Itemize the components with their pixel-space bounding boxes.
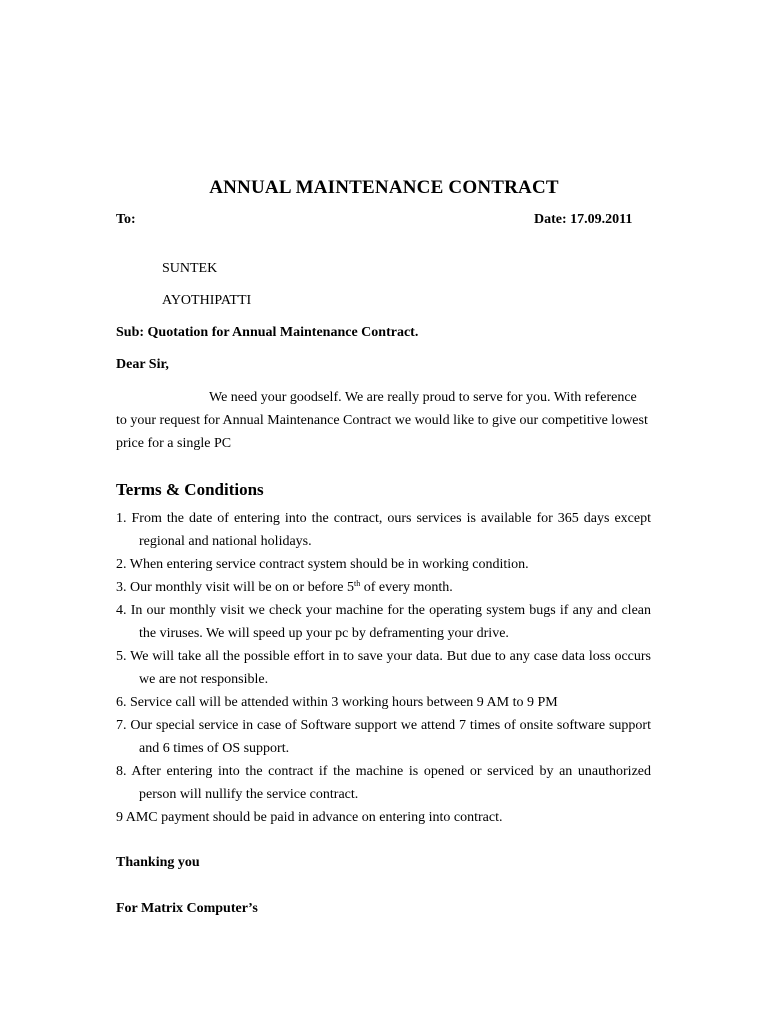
term-text: 3. Our monthly visit will be on or before 5 <box>116 580 354 595</box>
document-title: ANNUAL MAINTENANCE CONTRACT <box>209 177 559 198</box>
terms-heading: Terms & Conditions <box>116 480 264 499</box>
term-item: 6. Service call will be attended within 3 working hours between 9 AM to 9 PM <box>116 695 558 710</box>
salutation: Dear Sir, <box>116 357 169 372</box>
term-item: 7. Our special service in case of Software support we attend 7 times of onsite software support and 6 times of OS support. <box>116 718 651 756</box>
address-line: SUNTEK <box>162 261 218 276</box>
terms-list <box>116 507 651 829</box>
address-line: AYOTHIPATTI <box>162 293 252 308</box>
term-item: 5. We will take all the possible effort in to save your data. But due to any case data loss occurs we are not responsible. <box>116 649 651 687</box>
intro-paragraph <box>116 386 651 455</box>
term-text: of every month. <box>360 580 453 595</box>
closing: Thanking you <box>116 855 200 870</box>
ordinal-suffix: th <box>353 579 361 588</box>
intro-text: We need your goodself. We are really proud to serve for you. With reference to your request for Annual Maintenance Contract we would like to give our competitive lowest price for a single PC <box>116 390 648 451</box>
subject-line: Sub: Quotation for Annual Maintenance Contract. <box>116 325 419 340</box>
term-item: 1. From the date of entering into the contract, ours services is available for 365 days except regional and national holidays. <box>116 511 651 549</box>
term-item: 9 AMC payment should be paid in advance on entering into contract. <box>116 810 503 825</box>
term-item <box>116 576 651 599</box>
term-item: 8. After entering into the contract if the machine is opened or serviced by an unauthorized person will nullify the service contract. <box>116 764 651 802</box>
signature: For Matrix Computer’s <box>116 901 258 916</box>
date-label: Date: 17.09.2011 <box>534 212 633 227</box>
term-item: 2. When entering service contract system should be in working condition. <box>116 557 529 572</box>
term-item: 4. In our monthly visit we check your machine for the operating system bugs if any and clean the viruses. We will speed up your pc by deframenting your drive. <box>116 603 651 641</box>
to-label: To: <box>116 212 136 227</box>
